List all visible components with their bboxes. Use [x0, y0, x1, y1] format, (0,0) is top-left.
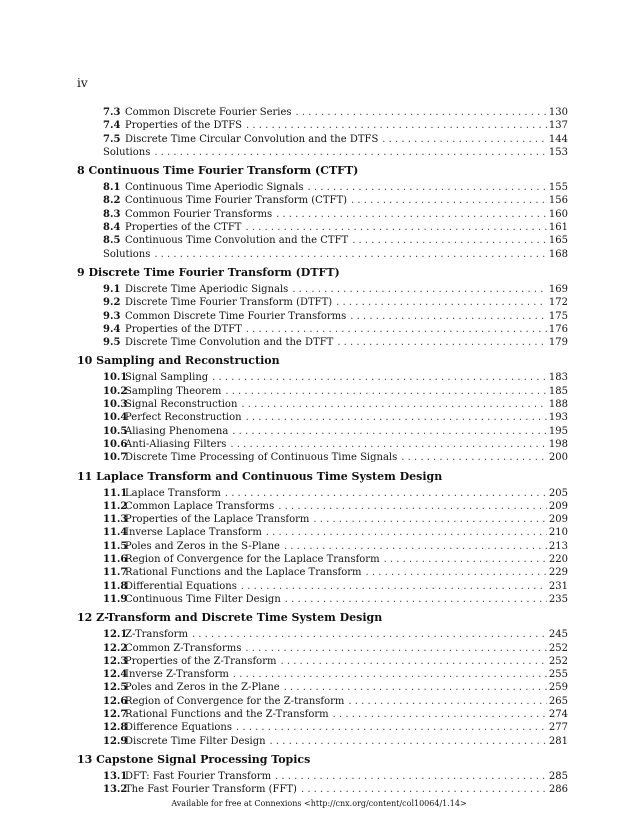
- dot-leader: [352, 234, 547, 247]
- section-number: 9.4: [103, 323, 121, 335]
- toc-entry[interactable]: [77, 221, 568, 234]
- table-of-contents: [77, 106, 568, 796]
- section-number: 10.3: [103, 399, 128, 411]
- section-number: 9.2: [103, 297, 121, 309]
- dot-leader: [246, 323, 547, 336]
- page-reference: 252: [548, 642, 568, 654]
- toc-entry[interactable]: [77, 106, 568, 119]
- page-reference: 161: [548, 222, 568, 234]
- toc-entry[interactable]: [77, 398, 568, 411]
- dot-leader: [280, 655, 546, 668]
- section-number: 9.5: [103, 337, 121, 349]
- section-number: 8.5: [103, 235, 121, 247]
- page-reference: 209: [548, 514, 568, 526]
- section-number: 7.5: [103, 133, 121, 145]
- section-title: Z-Transform: [125, 629, 188, 641]
- page-reference: 274: [548, 708, 568, 720]
- section-title: Inverse Laplace Transform: [125, 527, 262, 539]
- section-title: Common Discrete Time Fourier Transforms: [125, 310, 347, 322]
- chapter-block: [77, 266, 568, 349]
- section-title: Anti-Aliasing Filters: [125, 438, 227, 450]
- chapter-block: [77, 753, 568, 797]
- toc-entry[interactable]: [77, 438, 568, 451]
- page-reference: 195: [548, 425, 568, 437]
- section-title: Sampling Theorem: [125, 385, 222, 397]
- dot-leader: [236, 721, 547, 734]
- toc-entry[interactable]: [77, 133, 568, 146]
- page-reference: 168: [548, 248, 568, 260]
- toc-entry[interactable]: [77, 721, 568, 734]
- toc-entry[interactable]: [77, 411, 568, 424]
- toc-entry[interactable]: [77, 770, 568, 783]
- toc-entry[interactable]: [77, 580, 568, 593]
- section-number: 12.9: [103, 735, 128, 747]
- section-number: 12.5: [103, 682, 128, 694]
- section-title: Continuous Time Convolution and the CTFT: [125, 235, 349, 247]
- dot-leader: [246, 411, 547, 424]
- section-title: Solutions: [103, 248, 151, 260]
- section-title: Discrete Time Filter Design: [125, 735, 266, 747]
- section-title: DFT: Fast Fourier Transform: [125, 770, 272, 782]
- toc-entry[interactable]: [77, 181, 568, 194]
- page-reference: 205: [548, 487, 568, 499]
- toc-entry[interactable]: [77, 783, 568, 796]
- toc-entry[interactable]: [77, 513, 568, 526]
- section-title: Laplace Transform: [125, 487, 221, 499]
- section-number: 8.3: [103, 208, 121, 220]
- toc-entry[interactable]: [77, 296, 568, 309]
- dot-leader: [276, 208, 547, 221]
- toc-entry[interactable]: [77, 425, 568, 438]
- dot-leader: [284, 681, 547, 694]
- dot-leader: [232, 425, 547, 438]
- page-reference: 188: [548, 399, 568, 411]
- dot-leader: [382, 133, 547, 146]
- section-title: Aliasing Phenomena: [125, 425, 229, 437]
- section-title: Common Laplace Transforms: [125, 500, 275, 512]
- chapter-list: [77, 164, 568, 796]
- page-reference: 179: [548, 337, 568, 349]
- dot-leader: [278, 500, 547, 513]
- dot-leader: [230, 438, 547, 451]
- section-number: 12.8: [103, 722, 128, 734]
- section-number: 10.2: [103, 385, 128, 397]
- dot-leader: [337, 336, 547, 349]
- dot-leader: [285, 593, 547, 606]
- section-number: 8.1: [103, 182, 121, 194]
- page-reference: 172: [548, 297, 568, 309]
- chapter-block: [77, 611, 568, 748]
- chapter-heading[interactable]: 11 Laplace Transform and Continuous Time System Design: [77, 469, 443, 483]
- dot-leader: [292, 283, 547, 296]
- section-number: 8.4: [103, 222, 121, 234]
- page-reference: 137: [548, 120, 568, 132]
- page-reference: 229: [548, 567, 568, 579]
- chapter-heading[interactable]: 9 Discrete Time Fourier Transform (DTFT): [77, 265, 340, 279]
- dot-leader: [333, 708, 547, 721]
- chapter-heading[interactable]: 12 Z-Transform and Discrete Time System Design: [77, 611, 383, 625]
- section-title: Region of Convergence for the Laplace Transform: [125, 554, 380, 566]
- section-title: Inverse Z-Transform: [125, 669, 229, 681]
- dot-leader: [401, 451, 547, 464]
- page-reference: 169: [548, 283, 568, 295]
- dot-leader: [313, 513, 547, 526]
- section-number: 11.1: [103, 487, 128, 499]
- dot-leader: [296, 106, 547, 119]
- toc-entry[interactable]: [77, 310, 568, 323]
- section-number: 12.3: [103, 655, 128, 667]
- section-title: Rational Functions and the Z-Transform: [125, 708, 329, 720]
- section-number: 10.5: [103, 425, 128, 437]
- toc-entry[interactable]: [77, 208, 568, 221]
- page-reference: 160: [548, 208, 568, 220]
- toc-entry[interactable]: [77, 385, 568, 398]
- section-number: 13.2: [103, 784, 128, 796]
- section-title: Region of Convergence for the Z-transform: [125, 695, 345, 707]
- dot-leader: [384, 553, 547, 566]
- toc-entry[interactable]: [77, 500, 568, 513]
- section-number: 12.4: [103, 669, 128, 681]
- section-title: Differential Equations: [125, 580, 237, 592]
- section-title: Discrete Time Fourier Transform (DTFT): [125, 297, 333, 309]
- page-number: iv: [77, 76, 88, 90]
- section-number: 10.7: [103, 452, 128, 464]
- section-title: Signal Reconstruction: [125, 399, 238, 411]
- toc-entry[interactable]: [77, 553, 568, 566]
- dot-leader: [301, 783, 547, 796]
- page-reference: 281: [548, 735, 568, 747]
- section-title: Common Discrete Fourier Series: [125, 107, 292, 118]
- section-number: 12.6: [103, 695, 128, 707]
- page-reference: 265: [548, 695, 568, 707]
- page-reference: 285: [548, 770, 568, 782]
- toc-entry[interactable]: [77, 735, 568, 748]
- page-reference: 235: [548, 593, 568, 605]
- dot-leader: [366, 566, 547, 579]
- section-number: 9.3: [103, 310, 121, 322]
- chapter-block: [77, 164, 568, 261]
- page-reference: 153: [548, 146, 568, 158]
- section-title: Properties of the CTFT: [125, 222, 242, 234]
- section-number: 11.2: [103, 500, 128, 512]
- toc-entry[interactable]: [77, 526, 568, 539]
- section-title: Poles and Zeros in the S-Plane: [125, 540, 280, 552]
- section-number: 11.8: [103, 580, 128, 592]
- section-title: Properties of the Laplace Transform: [125, 514, 310, 526]
- toc-entry[interactable]: [77, 119, 568, 132]
- dot-leader: [350, 310, 547, 323]
- toc-entry[interactable]: [77, 681, 568, 694]
- page-reference: 209: [548, 500, 568, 512]
- toc-entry[interactable]: [77, 451, 568, 464]
- page-reference: 183: [548, 372, 568, 384]
- section-title: Common Z-Transforms: [125, 642, 242, 654]
- section-number: 11.4: [103, 527, 128, 539]
- section-title: Properties of the DTFS: [125, 120, 243, 132]
- dot-leader: [284, 540, 547, 553]
- section-title: Rational Functions and the Laplace Transform: [125, 567, 362, 579]
- dot-leader: [348, 695, 547, 708]
- dot-leader: [336, 296, 547, 309]
- dot-leader: [245, 642, 547, 655]
- section-title: Signal Sampling: [125, 372, 209, 384]
- dot-leader: [266, 526, 547, 539]
- toc-entry[interactable]: [77, 336, 568, 349]
- page-reference: 252: [548, 655, 568, 667]
- dot-leader: [154, 146, 547, 159]
- dot-leader: [351, 194, 547, 207]
- section-number: 8.2: [103, 195, 121, 207]
- chapter-block: [77, 354, 568, 464]
- page-reference: 198: [548, 438, 568, 450]
- dot-leader: [245, 221, 546, 234]
- continued-section-entries: [77, 106, 568, 159]
- section-number: 11.3: [103, 514, 128, 526]
- page-reference: 259: [548, 682, 568, 694]
- toc-entry[interactable]: [77, 655, 568, 668]
- section-title: Discrete Time Processing of Continuous Time Signals: [125, 452, 398, 464]
- toc-entry[interactable]: [77, 566, 568, 579]
- section-number: 12.7: [103, 708, 128, 720]
- dot-leader: [233, 668, 547, 681]
- dot-leader: [270, 735, 547, 748]
- page-reference: 130: [548, 107, 568, 118]
- page-reference: 175: [548, 310, 568, 322]
- chapter-heading[interactable]: 10 Sampling and Reconstruction: [77, 354, 280, 368]
- toc-entry[interactable]: [77, 234, 568, 247]
- dot-leader: [308, 181, 547, 194]
- chapter-block: [77, 470, 568, 607]
- dot-leader: [246, 119, 547, 132]
- dot-leader: [212, 371, 547, 384]
- toc-entry-solutions[interactable]: [77, 146, 568, 159]
- section-number: 10.6: [103, 438, 128, 450]
- section-title: Difference Equations: [125, 722, 232, 734]
- footer-availability-note: Available for free at Connexions <http://cnx.org/content/col10064/1.14>: [171, 799, 467, 808]
- section-title: The Fast Fourier Transform (FFT): [125, 784, 297, 796]
- section-number: 10.1: [103, 372, 128, 384]
- toc-entry[interactable]: [77, 668, 568, 681]
- dot-leader: [225, 385, 547, 398]
- section-number: 10.4: [103, 412, 128, 424]
- page-reference: 176: [548, 323, 568, 335]
- section-title: Common Fourier Transforms: [125, 208, 273, 220]
- toc-entry[interactable]: [77, 371, 568, 384]
- page-reference: 245: [548, 629, 568, 641]
- section-title: Perfect Reconstruction: [125, 412, 242, 424]
- toc-entry[interactable]: [77, 487, 568, 500]
- section-title: Discrete Time Aperiodic Signals: [125, 283, 289, 295]
- page-reference: 210: [548, 527, 568, 539]
- toc-entry[interactable]: [77, 194, 568, 207]
- toc-entry[interactable]: [77, 540, 568, 553]
- section-title: Properties of the Z-Transform: [125, 655, 277, 667]
- dot-leader: [225, 487, 547, 500]
- section-number: 11.7: [103, 567, 128, 579]
- section-title: Properties of the DTFT: [125, 323, 242, 335]
- toc-entry-solutions[interactable]: [77, 248, 568, 261]
- section-title: Solutions: [103, 146, 151, 158]
- page-reference: 165: [548, 235, 568, 247]
- toc-entry[interactable]: [77, 708, 568, 721]
- chapter-heading[interactable]: 13 Capstone Signal Processing Topics: [77, 752, 311, 766]
- page-reference: 200: [548, 452, 568, 464]
- page-reference: 213: [548, 540, 568, 552]
- section-number: 11.5: [103, 540, 128, 552]
- dot-leader: [241, 398, 547, 411]
- section-title: Continuous Time Aperiodic Signals: [125, 182, 304, 194]
- chapter-heading[interactable]: 8 Continuous Time Fourier Transform (CTFT): [77, 164, 359, 178]
- section-number: 12.2: [103, 642, 128, 654]
- section-number: 12.1: [103, 629, 128, 641]
- dot-leader: [154, 248, 547, 261]
- page-reference: 156: [548, 195, 568, 207]
- page-reference: 277: [548, 722, 568, 734]
- section-title: Discrete Time Convolution and the DTFT: [125, 337, 334, 349]
- dot-leader: [275, 770, 547, 783]
- toc-entry[interactable]: [77, 283, 568, 296]
- section-title: Continuous Time Filter Design: [125, 593, 281, 605]
- section-number: 7.3: [103, 107, 121, 118]
- section-title: Continuous Time Fourier Transform (CTFT): [125, 195, 348, 207]
- page-reference: 286: [548, 784, 568, 796]
- page-reference: 220: [548, 554, 568, 566]
- section-number: 7.4: [103, 120, 121, 132]
- page-reference: 255: [548, 669, 568, 681]
- section-title: Poles and Zeros in the Z-Plane: [125, 682, 280, 694]
- toc-entry[interactable]: [77, 695, 568, 708]
- section-number: 11.9: [103, 593, 128, 605]
- page-reference: 155: [548, 182, 568, 194]
- toc-entry[interactable]: [77, 642, 568, 655]
- page-reference: 193: [548, 412, 568, 424]
- section-number: 9.1: [103, 283, 121, 295]
- page-reference: 144: [548, 133, 568, 145]
- dot-leader: [192, 628, 547, 641]
- section-number: 13.1: [103, 770, 128, 782]
- section-number: 11.6: [103, 554, 128, 566]
- dot-leader: [241, 580, 547, 593]
- page-reference: 231: [548, 580, 568, 592]
- page-reference: 185: [548, 385, 568, 397]
- section-title: Discrete Time Circular Convolution and the DTFS: [125, 133, 379, 145]
- toc-entry[interactable]: [77, 628, 568, 641]
- toc-entry[interactable]: [77, 593, 568, 606]
- toc-entry[interactable]: [77, 323, 568, 336]
